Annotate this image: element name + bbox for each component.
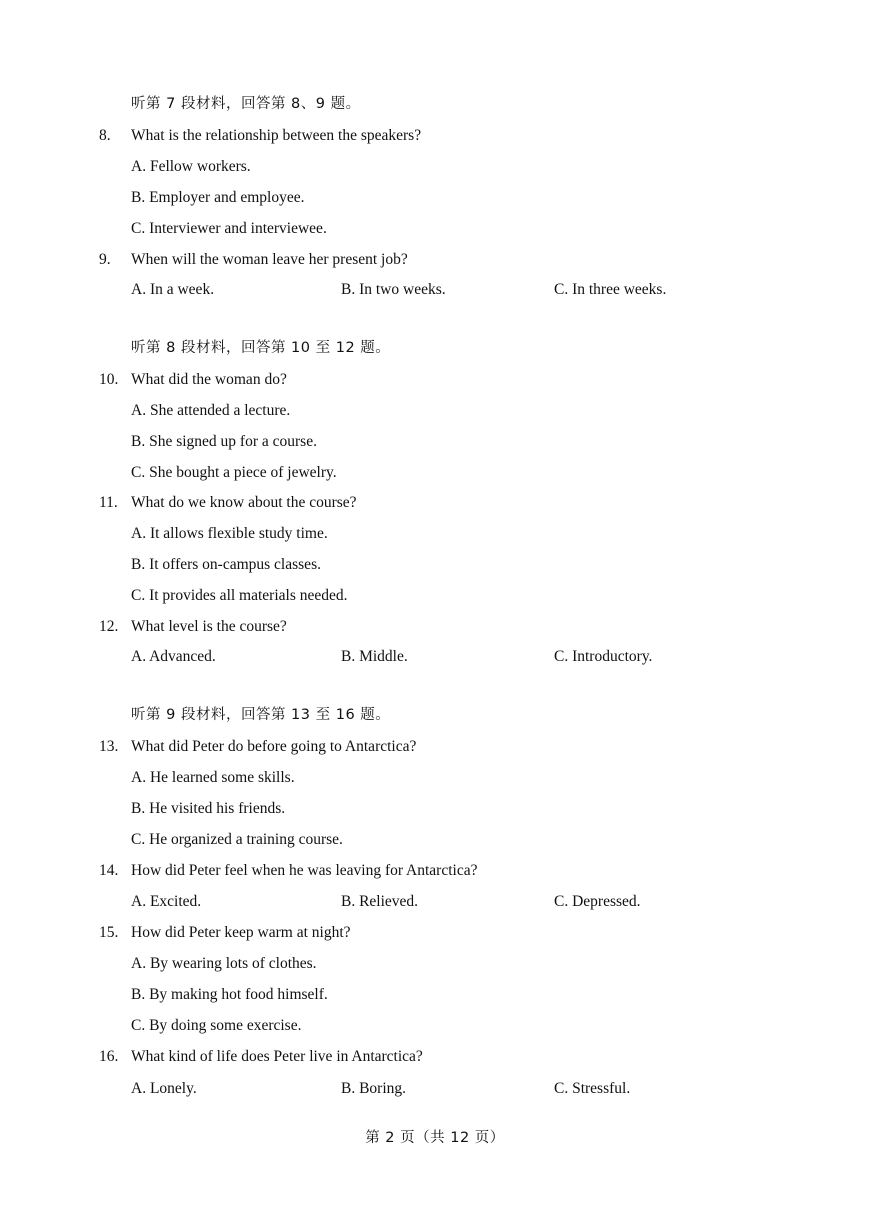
option-b: B. By making hot food himself. [131, 986, 328, 1003]
option-b: B. Employer and employee. [131, 189, 305, 206]
option-c: C. Depressed. [554, 893, 641, 910]
option-c: C. Introductory. [554, 648, 653, 665]
option-a: A. Advanced. [131, 648, 216, 665]
question-number: 12. [99, 618, 119, 635]
option-a: A. Excited. [131, 893, 202, 910]
option-a: A. In a week. [131, 281, 215, 298]
option-a: A. She attended a lecture. [131, 402, 291, 419]
option-c: C. In three weeks. [554, 281, 667, 298]
question-number: 13. [99, 738, 119, 755]
question-text: What is the relationship between the speakers? [131, 127, 422, 144]
option-c: C. He organized a training course. [131, 831, 343, 848]
option-b: B. Boring. [341, 1080, 407, 1097]
question-text: What did Peter do before going to Antarctica? [131, 738, 417, 755]
page-footer: 第 2 页（共 12 页） [365, 1130, 505, 1146]
option-b: B. Middle. [341, 648, 408, 665]
question-number: 8. [99, 127, 111, 144]
option-b: B. She signed up for a course. [131, 433, 317, 450]
option-a: A. He learned some skills. [131, 769, 295, 786]
option-c: C. She bought a piece of jewelry. [131, 464, 337, 481]
option-a: A. By wearing lots of clothes. [131, 955, 317, 972]
option-b: B. Relieved. [341, 893, 419, 910]
option-c: C. Stressful. [554, 1080, 631, 1097]
option-a: A. Lonely. [131, 1080, 197, 1097]
question-text: What do we know about the course? [131, 494, 357, 511]
option-b: B. He visited his friends. [131, 800, 286, 817]
question-number: 14. [99, 862, 119, 879]
option-a: A. Fellow workers. [131, 158, 251, 175]
question-text: What level is the course? [131, 618, 287, 635]
option-b: B. In two weeks. [341, 281, 446, 298]
question-number: 15. [99, 924, 119, 941]
option-c: C. By doing some exercise. [131, 1017, 302, 1034]
question-text: What kind of life does Peter live in Antarctica? [131, 1048, 423, 1065]
section-heading: 听第 8 段材料，回答第 10 至 12 题。 [131, 340, 391, 356]
option-b: B. It offers on-campus classes. [131, 556, 321, 573]
question-number: 10. [99, 371, 119, 388]
option-c: C. It provides all materials needed. [131, 587, 348, 604]
question-text: When will the woman leave her present job? [131, 251, 408, 268]
section-heading: 听第 7 段材料，回答第 8、9 题。 [131, 96, 361, 112]
question-text: How did Peter keep warm at night? [131, 924, 351, 941]
question-text: What did the woman do? [131, 371, 287, 388]
section-heading: 听第 9 段材料，回答第 13 至 16 题。 [131, 707, 391, 723]
question-number: 11. [99, 494, 118, 511]
question-number: 16. [99, 1048, 119, 1065]
question-number: 9. [99, 251, 111, 268]
option-c: C. Interviewer and interviewee. [131, 220, 327, 237]
option-a: A. It allows flexible study time. [131, 525, 328, 542]
question-text: How did Peter feel when he was leaving for Antarctica? [131, 862, 478, 879]
